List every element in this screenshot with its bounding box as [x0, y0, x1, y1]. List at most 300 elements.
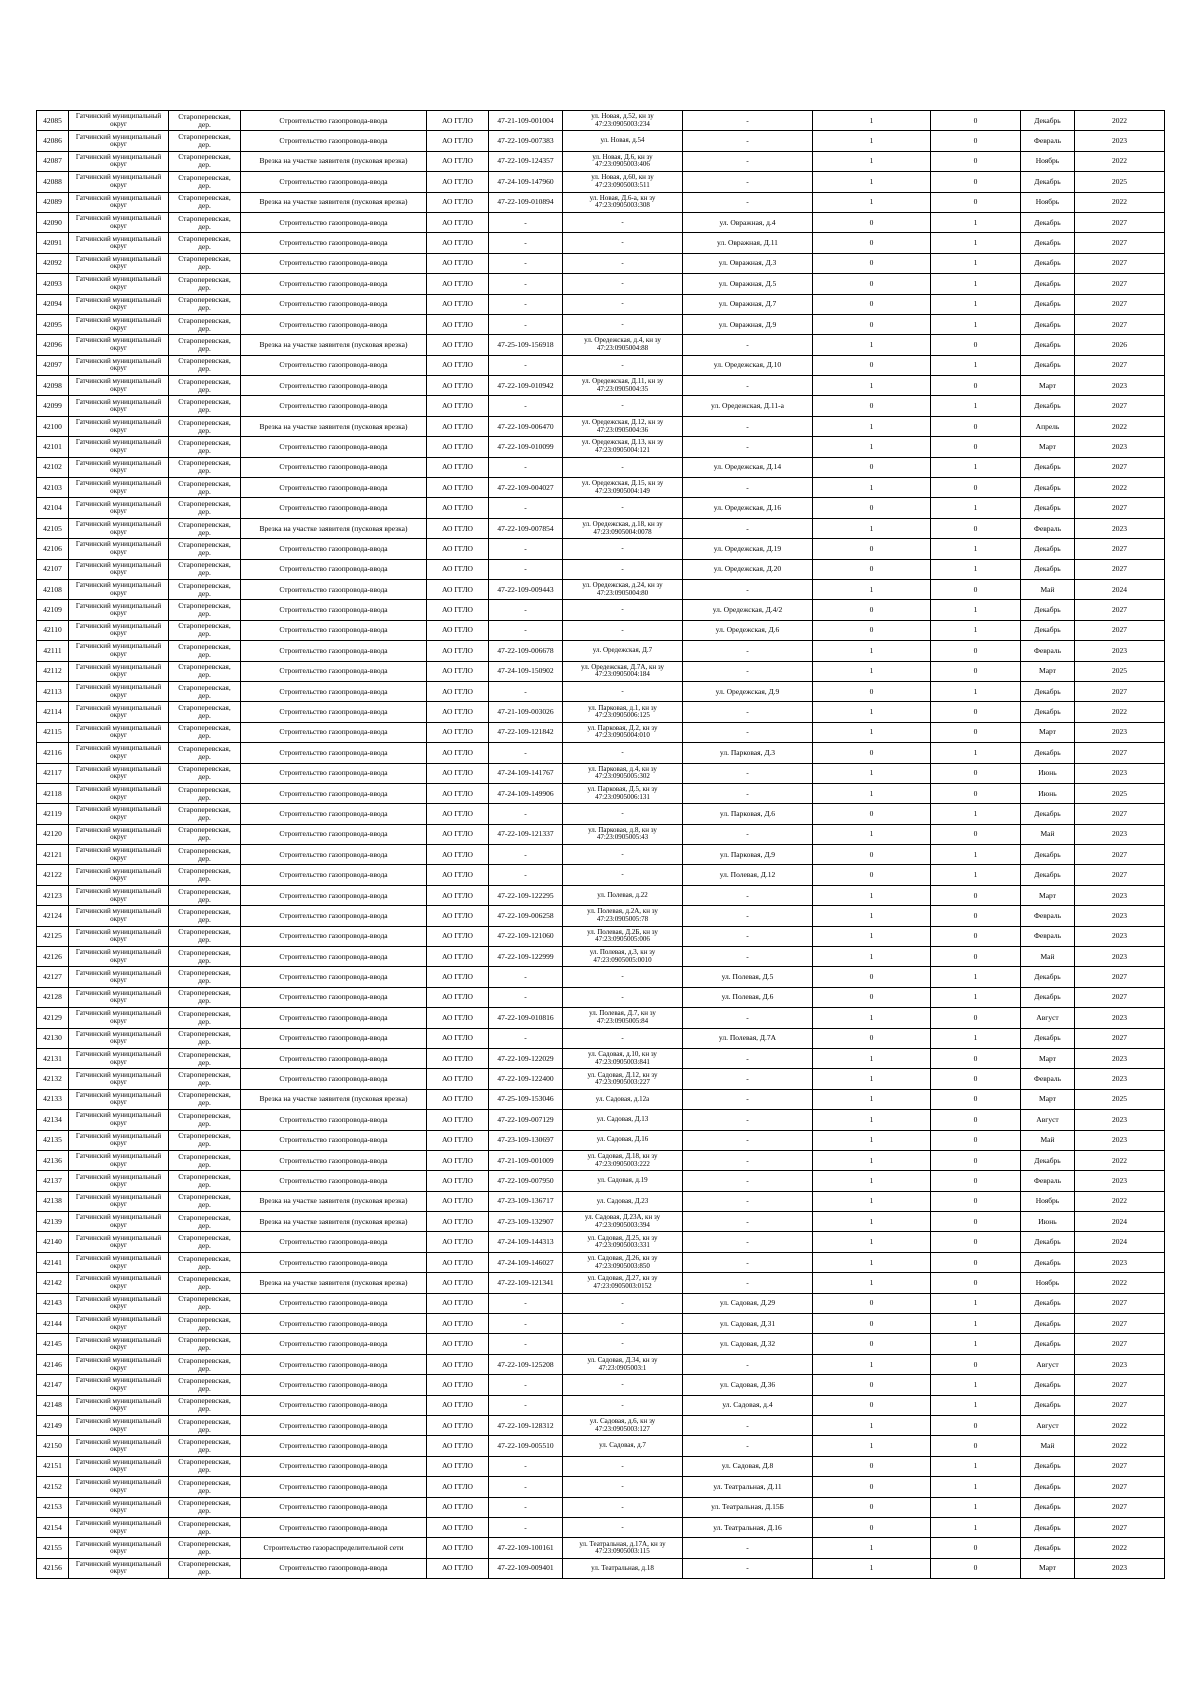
cell-cadastral-address: -: [563, 1028, 683, 1048]
table-row: [37, 722, 1165, 742]
cell-work-type: Строительство газопровода-ввода: [241, 600, 427, 620]
cell-month: Декабрь: [1021, 1293, 1075, 1313]
cell-cadastral-address: -: [563, 233, 683, 253]
table-row: [37, 804, 1165, 824]
cell-year: 2022: [1075, 702, 1165, 722]
cell-settlement: Староперевская, дер.: [169, 1273, 241, 1293]
cell-application-number: 47-22-109-004027: [489, 478, 563, 498]
cell-row-number: 42100: [37, 416, 69, 436]
cell-organization: АО ГГЛО: [427, 1395, 489, 1415]
cell-flag-b: 1: [931, 253, 1021, 273]
cell-cadastral-address: ул. Парковая, д.8, кн зу 47:23:0905005:43: [563, 824, 683, 844]
cell-flag-a: 1: [813, 1416, 931, 1436]
cell-flag-b: 0: [931, 579, 1021, 599]
cell-municipality: Гатчинский муниципальный округ: [69, 722, 169, 742]
cell-settlement: Староперевская, дер.: [169, 396, 241, 416]
table-row: [37, 457, 1165, 477]
cell-application-number: -: [489, 294, 563, 314]
cell-flag-b: 1: [931, 294, 1021, 314]
cell-flag-a: 0: [813, 294, 931, 314]
cell-application-number: 47-23-109-136717: [489, 1191, 563, 1211]
cell-year: 2023: [1075, 437, 1165, 457]
cell-flag-b: 1: [931, 355, 1021, 375]
cell-municipality: Гатчинский муниципальный округ: [69, 620, 169, 640]
cell-flag-a: 1: [813, 824, 931, 844]
cell-municipality: Гатчинский муниципальный округ: [69, 783, 169, 803]
cell-organization: АО ГГЛО: [427, 1171, 489, 1191]
cell-year: 2025: [1075, 661, 1165, 681]
cell-flag-b: 0: [931, 1232, 1021, 1252]
cell-year: 2027: [1075, 559, 1165, 579]
cell-work-type: Строительство газопровода-ввода: [241, 1252, 427, 1272]
cell-settlement: Староперевская, дер.: [169, 294, 241, 314]
cell-year: 2027: [1075, 987, 1165, 1007]
cell-organization: АО ГГЛО: [427, 1028, 489, 1048]
cell-year: 2027: [1075, 967, 1165, 987]
cell-planned-address: -: [683, 192, 813, 212]
cell-organization: АО ГГЛО: [427, 294, 489, 314]
cell-cadastral-address: -: [563, 457, 683, 477]
table-row: [37, 600, 1165, 620]
cell-application-number: -: [489, 212, 563, 232]
cell-cadastral-address: ул. Новая, Д.6, кн зу 47:23:0905003:406: [563, 151, 683, 171]
cell-row-number: 42123: [37, 885, 69, 905]
cell-planned-address: -: [683, 885, 813, 905]
cell-row-number: 42151: [37, 1456, 69, 1476]
cell-application-number: 47-22-109-007854: [489, 518, 563, 538]
cell-municipality: Гатчинский муниципальный округ: [69, 1171, 169, 1191]
cell-month: Март: [1021, 1089, 1075, 1109]
cell-flag-b: 1: [931, 274, 1021, 294]
cell-planned-address: ул. Оредежская, Д.14: [683, 457, 813, 477]
cell-work-type: Строительство газопровода-ввода: [241, 172, 427, 192]
cell-year: 2024: [1075, 1232, 1165, 1252]
cell-month: Декабрь: [1021, 1538, 1075, 1558]
cell-row-number: 42087: [37, 151, 69, 171]
cell-row-number: 42112: [37, 661, 69, 681]
cell-row-number: 42156: [37, 1558, 69, 1578]
cell-application-number: 47-22-109-124357: [489, 151, 563, 171]
cell-flag-a: 1: [813, 151, 931, 171]
cell-settlement: Староперевская, дер.: [169, 620, 241, 640]
table-row: [37, 885, 1165, 905]
cell-month: Май: [1021, 1436, 1075, 1456]
cell-cadastral-address: ул. Полевая, д.3, кн зу 47:23:0905005:0010: [563, 947, 683, 967]
cell-application-number: 47-21-109-001009: [489, 1150, 563, 1170]
cell-work-type: Строительство газопровода-ввода: [241, 1150, 427, 1170]
cell-municipality: Гатчинский муниципальный округ: [69, 151, 169, 171]
cell-work-type: Строительство газопровода-ввода: [241, 396, 427, 416]
cell-month: Март: [1021, 885, 1075, 905]
cell-row-number: 42133: [37, 1089, 69, 1109]
cell-settlement: Староперевская, дер.: [169, 1252, 241, 1272]
cell-work-type: Строительство газопровода-ввода: [241, 1558, 427, 1578]
cell-month: Май: [1021, 1130, 1075, 1150]
table-row: [37, 1089, 1165, 1109]
cell-cadastral-address: ул. Садовая, Д.12, кн зу 47:23:0905003:227: [563, 1069, 683, 1089]
cell-municipality: Гатчинский муниципальный округ: [69, 478, 169, 498]
cell-flag-a: 0: [813, 845, 931, 865]
cell-organization: АО ГГЛО: [427, 681, 489, 701]
cell-cadastral-address: ул. Новая, д.60, кн зу 47:23:0905003:511: [563, 172, 683, 192]
cell-flag-a: 1: [813, 192, 931, 212]
cell-month: Май: [1021, 947, 1075, 967]
cell-month: Декабрь: [1021, 478, 1075, 498]
cell-settlement: Староперевская, дер.: [169, 824, 241, 844]
cell-cadastral-address: -: [563, 600, 683, 620]
cell-settlement: Староперевская, дер.: [169, 151, 241, 171]
cell-month: Декабрь: [1021, 1456, 1075, 1476]
cell-month: Декабрь: [1021, 681, 1075, 701]
table-row: [37, 1354, 1165, 1374]
cell-month: Декабрь: [1021, 457, 1075, 477]
cell-month: Декабрь: [1021, 743, 1075, 763]
cell-flag-b: 0: [931, 702, 1021, 722]
cell-settlement: Староперевская, дер.: [169, 783, 241, 803]
cell-planned-address: ул. Овражная, Д.9: [683, 314, 813, 334]
cell-municipality: Гатчинский муниципальный округ: [69, 1130, 169, 1150]
cell-settlement: Староперевская, дер.: [169, 1538, 241, 1558]
cell-year: 2027: [1075, 620, 1165, 640]
cell-flag-b: 0: [931, 1558, 1021, 1578]
cell-organization: АО ГГЛО: [427, 1252, 489, 1272]
table-row: [37, 274, 1165, 294]
cell-cadastral-address: -: [563, 845, 683, 865]
table-row: [37, 987, 1165, 1007]
cell-organization: АО ГГЛО: [427, 253, 489, 273]
cell-work-type: Строительство газопровода-ввода: [241, 1008, 427, 1028]
cell-flag-a: 1: [813, 1232, 931, 1252]
table-row: [37, 1273, 1165, 1293]
cell-work-type: Строительство газопровода-ввода: [241, 763, 427, 783]
cell-settlement: Староперевская, дер.: [169, 335, 241, 355]
cell-work-type: Строительство газопровода-ввода: [241, 865, 427, 885]
cell-row-number: 42096: [37, 335, 69, 355]
cell-settlement: Староперевская, дер.: [169, 416, 241, 436]
table-row: [37, 192, 1165, 212]
cell-planned-address: -: [683, 1558, 813, 1578]
cell-row-number: 42143: [37, 1293, 69, 1313]
cell-flag-a: 1: [813, 376, 931, 396]
cell-month: Декабрь: [1021, 702, 1075, 722]
table-row: [37, 1375, 1165, 1395]
cell-row-number: 42114: [37, 702, 69, 722]
cell-year: 2022: [1075, 151, 1165, 171]
cell-planned-address: ул. Театральная, Д.16: [683, 1517, 813, 1537]
cell-cadastral-address: ул. Оредежская, Д.7А, кн зу 47:23:0905004:184: [563, 661, 683, 681]
cell-organization: АО ГГЛО: [427, 437, 489, 457]
cell-year: 2022: [1075, 1191, 1165, 1211]
cell-year: 2027: [1075, 355, 1165, 375]
cell-flag-b: 1: [931, 233, 1021, 253]
cell-row-number: 42104: [37, 498, 69, 518]
cell-month: Декабрь: [1021, 355, 1075, 375]
cell-cadastral-address: ул. Театральная, д.18: [563, 1558, 683, 1578]
cell-row-number: 42121: [37, 845, 69, 865]
cell-organization: АО ГГЛО: [427, 579, 489, 599]
cell-row-number: 42150: [37, 1436, 69, 1456]
cell-application-number: 47-21-109-003026: [489, 702, 563, 722]
cell-application-number: -: [489, 987, 563, 1007]
cell-work-type: Строительство газопровода-ввода: [241, 1069, 427, 1089]
cell-year: 2023: [1075, 376, 1165, 396]
cell-work-type: Строительство газопровода-ввода: [241, 478, 427, 498]
cell-month: Декабрь: [1021, 172, 1075, 192]
cell-settlement: Староперевская, дер.: [169, 906, 241, 926]
cell-organization: АО ГГЛО: [427, 1517, 489, 1537]
cell-planned-address: ул. Садовая, Д.31: [683, 1314, 813, 1334]
cell-planned-address: -: [683, 1354, 813, 1374]
cell-year: 2022: [1075, 1436, 1165, 1456]
cell-row-number: 42140: [37, 1232, 69, 1252]
cell-row-number: 42153: [37, 1497, 69, 1517]
cell-planned-address: -: [683, 579, 813, 599]
cell-year: 2027: [1075, 233, 1165, 253]
cell-planned-address: -: [683, 763, 813, 783]
table-row: [37, 1150, 1165, 1170]
cell-settlement: Староперевская, дер.: [169, 172, 241, 192]
cell-municipality: Гатчинский муниципальный округ: [69, 111, 169, 131]
cell-municipality: Гатчинский муниципальный округ: [69, 1456, 169, 1476]
cell-year: 2022: [1075, 111, 1165, 131]
cell-cadastral-address: ул. Садовая, Д.26, кн зу 47:23:0905003:850: [563, 1252, 683, 1272]
table-row: [37, 702, 1165, 722]
cell-application-number: -: [489, 1314, 563, 1334]
cell-flag-a: 1: [813, 1354, 931, 1374]
cell-row-number: 42088: [37, 172, 69, 192]
cell-month: Март: [1021, 1558, 1075, 1578]
cell-year: 2027: [1075, 600, 1165, 620]
table-row: [37, 763, 1165, 783]
cell-cadastral-address: ул. Садовая, д.7: [563, 1436, 683, 1456]
table-row: [37, 1028, 1165, 1048]
cell-application-number: -: [489, 1028, 563, 1048]
cell-flag-a: 1: [813, 1130, 931, 1150]
cell-organization: АО ГГЛО: [427, 131, 489, 151]
cell-settlement: Староперевская, дер.: [169, 1110, 241, 1130]
cell-cadastral-address: ул. Парковая, д.4, кн зу 47:23:0905005:302: [563, 763, 683, 783]
cell-year: 2027: [1075, 743, 1165, 763]
cell-cadastral-address: ул. Полевая, д.2А, кн зу 47:23:0905005:78: [563, 906, 683, 926]
cell-flag-a: 1: [813, 437, 931, 457]
cell-flag-b: 1: [931, 600, 1021, 620]
cell-application-number: -: [489, 1395, 563, 1415]
cell-planned-address: -: [683, 926, 813, 946]
cell-application-number: 47-22-109-100161: [489, 1538, 563, 1558]
cell-flag-a: 0: [813, 457, 931, 477]
cell-year: 2027: [1075, 681, 1165, 701]
cell-planned-address: -: [683, 1252, 813, 1272]
cell-organization: АО ГГЛО: [427, 947, 489, 967]
cell-month: Декабрь: [1021, 498, 1075, 518]
cell-year: 2027: [1075, 1477, 1165, 1497]
cell-year: 2023: [1075, 1048, 1165, 1068]
cell-month: Февраль: [1021, 131, 1075, 151]
cell-settlement: Староперевская, дер.: [169, 967, 241, 987]
cell-planned-address: -: [683, 1273, 813, 1293]
cell-row-number: 42131: [37, 1048, 69, 1068]
cell-settlement: Староперевская, дер.: [169, 1048, 241, 1068]
cell-application-number: 47-22-109-121337: [489, 824, 563, 844]
cell-cadastral-address: ул. Оредежская, Д.15, кн зу 47:23:0905004:149: [563, 478, 683, 498]
table-row: [37, 498, 1165, 518]
cell-flag-a: 0: [813, 987, 931, 1007]
cell-settlement: Староперевская, дер.: [169, 763, 241, 783]
cell-application-number: -: [489, 253, 563, 273]
cell-organization: АО ГГЛО: [427, 1110, 489, 1130]
cell-year: 2027: [1075, 1334, 1165, 1354]
cell-municipality: Гатчинский муниципальный округ: [69, 274, 169, 294]
cell-settlement: Староперевская, дер.: [169, 1416, 241, 1436]
cell-planned-address: ул. Оредежская, Д.9: [683, 681, 813, 701]
cell-application-number: 47-22-109-007383: [489, 131, 563, 151]
cell-flag-a: 1: [813, 661, 931, 681]
cell-settlement: Староперевская, дер.: [169, 926, 241, 946]
table-row: [37, 1110, 1165, 1130]
cell-month: Март: [1021, 376, 1075, 396]
cell-work-type: Врезка на участке заявителя (пусковая врезка): [241, 335, 427, 355]
cell-work-type: Строительство газопровода-ввода: [241, 1416, 427, 1436]
cell-application-number: 47-22-109-009401: [489, 1558, 563, 1578]
cell-flag-a: 0: [813, 743, 931, 763]
cell-flag-a: 1: [813, 1008, 931, 1028]
cell-row-number: 42102: [37, 457, 69, 477]
cell-cadastral-address: -: [563, 1395, 683, 1415]
cell-flag-a: 0: [813, 498, 931, 518]
cell-cadastral-address: -: [563, 1334, 683, 1354]
cell-flag-b: 0: [931, 1252, 1021, 1272]
cell-municipality: Гатчинский муниципальный округ: [69, 804, 169, 824]
cell-organization: АО ГГЛО: [427, 865, 489, 885]
cell-settlement: Староперевская, дер.: [169, 131, 241, 151]
cell-year: 2027: [1075, 539, 1165, 559]
cell-work-type: Строительство газопровода-ввода: [241, 294, 427, 314]
cell-municipality: Гатчинский муниципальный округ: [69, 294, 169, 314]
cell-planned-address: -: [683, 437, 813, 457]
cell-organization: АО ГГЛО: [427, 1089, 489, 1109]
cell-application-number: 47-24-109-147960: [489, 172, 563, 192]
cell-planned-address: ул. Оредежская, Д.10: [683, 355, 813, 375]
cell-flag-a: 1: [813, 1089, 931, 1109]
cell-organization: АО ГГЛО: [427, 457, 489, 477]
cell-month: Декабрь: [1021, 539, 1075, 559]
cell-settlement: Староперевская, дер.: [169, 1436, 241, 1456]
cell-municipality: Гатчинский муниципальный округ: [69, 1416, 169, 1436]
cell-application-number: 47-22-109-010942: [489, 376, 563, 396]
cell-work-type: Строительство газопровода-ввода: [241, 1130, 427, 1150]
table-row: [37, 783, 1165, 803]
table-row: [37, 1334, 1165, 1354]
cell-month: Декабрь: [1021, 1028, 1075, 1048]
cell-cadastral-address: -: [563, 1314, 683, 1334]
cell-planned-address: ул. Полевая, Д.12: [683, 865, 813, 885]
cell-organization: АО ГГЛО: [427, 1008, 489, 1028]
cell-municipality: Гатчинский муниципальный округ: [69, 1150, 169, 1170]
cell-flag-a: 0: [813, 1456, 931, 1476]
cell-municipality: Гатчинский муниципальный округ: [69, 1517, 169, 1537]
cell-cadastral-address: ул. Оредежская, д.18, кн зу 47:23:0905004:0078: [563, 518, 683, 538]
cell-flag-a: 1: [813, 579, 931, 599]
cell-row-number: 42136: [37, 1150, 69, 1170]
cell-planned-address: ул. Садовая, Д.32: [683, 1334, 813, 1354]
table-row: [37, 151, 1165, 171]
cell-flag-a: 1: [813, 763, 931, 783]
cell-cadastral-address: ул. Полевая, Д.2Б, кн зу 47:23:0905005:006: [563, 926, 683, 946]
cell-flag-b: 0: [931, 1048, 1021, 1068]
cell-row-number: 42110: [37, 620, 69, 640]
cell-municipality: Гатчинский муниципальный округ: [69, 661, 169, 681]
cell-work-type: Строительство газопровода-ввода: [241, 233, 427, 253]
cell-row-number: 42101: [37, 437, 69, 457]
table-row: [37, 579, 1165, 599]
cell-planned-address: -: [683, 1069, 813, 1089]
cell-application-number: 47-25-109-156918: [489, 335, 563, 355]
cell-municipality: Гатчинский муниципальный округ: [69, 1558, 169, 1578]
cell-month: Декабрь: [1021, 212, 1075, 232]
cell-month: Декабрь: [1021, 987, 1075, 1007]
cell-settlement: Староперевская, дер.: [169, 233, 241, 253]
cell-settlement: Староперевская, дер.: [169, 1232, 241, 1252]
cell-work-type: Врезка на участке заявителя (пусковая врезка): [241, 1191, 427, 1211]
cell-settlement: Староперевская, дер.: [169, 274, 241, 294]
cell-work-type: Строительство газопровода-ввода: [241, 457, 427, 477]
cell-work-type: Строительство газопровода-ввода: [241, 947, 427, 967]
cell-settlement: Староперевская, дер.: [169, 437, 241, 457]
cell-year: 2023: [1075, 1110, 1165, 1130]
cell-municipality: Гатчинский муниципальный округ: [69, 1314, 169, 1334]
cell-municipality: Гатчинский муниципальный округ: [69, 253, 169, 273]
cell-year: 2027: [1075, 804, 1165, 824]
cell-application-number: 47-22-109-005510: [489, 1436, 563, 1456]
cell-organization: АО ГГЛО: [427, 274, 489, 294]
cell-month: Декабрь: [1021, 1395, 1075, 1415]
cell-flag-a: 0: [813, 681, 931, 701]
cell-flag-b: 0: [931, 192, 1021, 212]
cell-planned-address: ул. Театральная, Д.15Б: [683, 1497, 813, 1517]
cell-month: Декабрь: [1021, 967, 1075, 987]
cell-municipality: Гатчинский муниципальный округ: [69, 233, 169, 253]
cell-flag-b: 1: [931, 1456, 1021, 1476]
cell-municipality: Гатчинский муниципальный округ: [69, 498, 169, 518]
cell-settlement: Староперевская, дер.: [169, 1334, 241, 1354]
cell-application-number: -: [489, 539, 563, 559]
cell-month: Март: [1021, 661, 1075, 681]
cell-cadastral-address: ул. Новая, Д.6-а, кн зу 47:23:0905003:308: [563, 192, 683, 212]
cell-settlement: Староперевская, дер.: [169, 1477, 241, 1497]
cell-municipality: Гатчинский муниципальный округ: [69, 1395, 169, 1415]
cell-application-number: 47-22-109-006258: [489, 906, 563, 926]
table-row: [37, 1497, 1165, 1517]
cell-row-number: 42147: [37, 1375, 69, 1395]
cell-flag-b: 1: [931, 865, 1021, 885]
cell-row-number: 42105: [37, 518, 69, 538]
table-row: [37, 1048, 1165, 1068]
cell-work-type: Строительство газопровода-ввода: [241, 498, 427, 518]
cell-month: Июнь: [1021, 783, 1075, 803]
table-row: [37, 1008, 1165, 1028]
cell-row-number: 42113: [37, 681, 69, 701]
cell-cadastral-address: -: [563, 314, 683, 334]
cell-flag-b: 0: [931, 763, 1021, 783]
cell-municipality: Гатчинский муниципальный округ: [69, 865, 169, 885]
cell-row-number: 42146: [37, 1354, 69, 1374]
cell-flag-a: 1: [813, 131, 931, 151]
table-row: [37, 620, 1165, 640]
cell-flag-a: 1: [813, 416, 931, 436]
cell-year: 2027: [1075, 1395, 1165, 1415]
cell-cadastral-address: ул. Парковая, Д.2, кн зу 47:23:0905004:010: [563, 722, 683, 742]
cell-work-type: Строительство газопровода-ввода: [241, 906, 427, 926]
